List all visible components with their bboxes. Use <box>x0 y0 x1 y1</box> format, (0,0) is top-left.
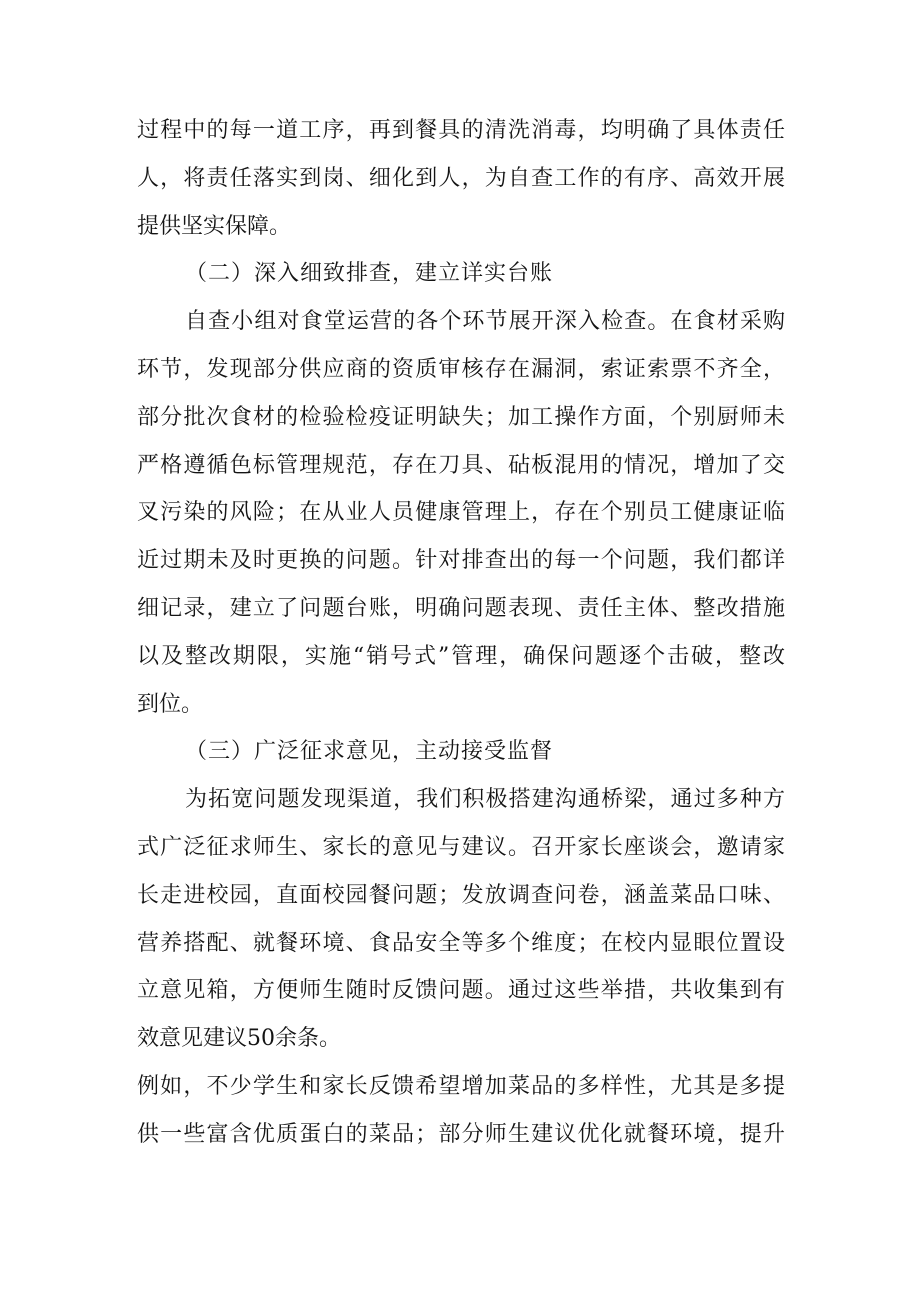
paragraph-inspection <box>137 298 785 728</box>
text-line: 近过期未及时更换的问题。针对排查出的每一个问题，我们都详 <box>137 548 785 574</box>
text-line: 过程中的每一道工序，再到餐具的清洗消毒，均明确了具体责任 <box>137 118 785 143</box>
text-line: 叉污染的风险；在从业人员健康管理上，存在个别员工健康证临 <box>137 500 785 526</box>
text-line: 立意见箱，方便师生随时反馈问题。通过这些举措，共收集到有 <box>137 978 785 1004</box>
text-line: 营养搭配、就餐环境、食品安全等多个维度；在校内显眼位置设 <box>137 930 785 956</box>
paragraph-responsibility <box>137 107 785 250</box>
paragraph-feedback <box>137 776 785 1063</box>
text-line: 部分批次食材的检验检疫证明缺失；加工操作方面，个别厨师未 <box>137 404 785 430</box>
text-line: 严格遵循色标管理规范，存在刀具、砧板混用的情况，增加了交 <box>137 452 785 478</box>
text-line: 以及整改期限，实施“销号式”管理，确保问题逐个击破，整改 <box>137 643 785 669</box>
section-heading-2: （二）深入细致排查，建立详实台账 <box>185 261 554 287</box>
text-line: 长走进校园，直面校园餐问题；发放调查问卷，涵盖菜品口味、 <box>137 882 785 908</box>
text-line: 人，将责任落实到岗、细化到人，为自查工作的有序、高效开展 <box>137 165 785 191</box>
text-line: 为拓宽问题发现渠道，我们积极搭建沟通桥梁，通过多种方 <box>185 787 785 813</box>
paragraph-examples <box>137 1063 785 1159</box>
text-line: 提供坚实保障。 <box>137 213 292 239</box>
text-line: 环节，发现部分供应商的资质审核存在漏洞，索证索票不齐全， <box>137 356 785 382</box>
text-line: 到位。 <box>137 691 204 717</box>
text-line: 供一些富含优质蛋白的菜品；部分师生建议优化就餐环境，提升 <box>137 1121 785 1147</box>
text-line: 效意见建议50余条。 <box>137 1026 341 1052</box>
text-line: 例如，不少学生和家长反馈希望增加菜品的多样性，尤其是多提 <box>137 1073 785 1099</box>
document-body <box>137 107 785 1159</box>
text-line: 细记录，建立了问题台账，明确问题表现、责任主体、整改措施 <box>137 595 785 621</box>
text-line: 自查小组对食堂运营的各个环节展开深入检查。在食材采购 <box>185 309 785 335</box>
text-line: 式广泛征求师生、家长的意见与建议。召开家长座谈会，邀请家 <box>137 834 785 860</box>
section-heading-3: （三）广泛征求意见，主动接受监督 <box>185 739 554 765</box>
